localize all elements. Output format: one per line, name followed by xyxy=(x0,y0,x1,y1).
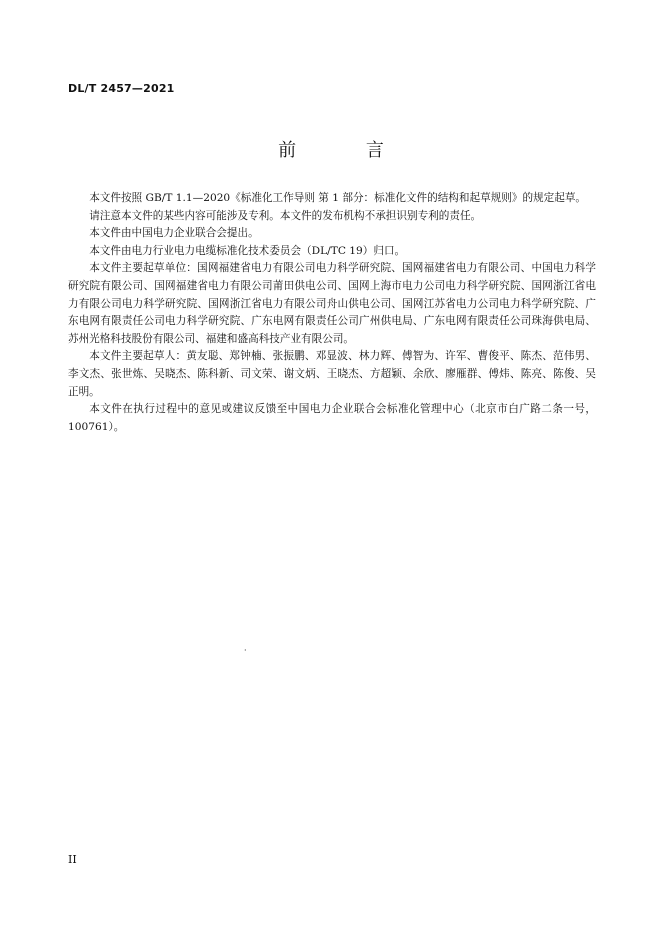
page-number: II xyxy=(68,853,77,866)
paragraph-drafters: 本文件主要起草人：黄友聪、郑钟楠、张振鹏、邓显波、林力辉、傅智为、许军、曹俊平、陈杰、范伟男、李文杰、张世炼、吴晓杰、陈科新、司文荣、谢文炳、王晓杰、方超颖、余欣、廖雁群、傅炜、陈亮、陈俊、吴正明。 xyxy=(68,350,596,398)
stray-mark: · xyxy=(244,646,247,655)
paragraph-drafting-units: 本文件主要起草单位：国网福建省电力有限公司电力科学研究院、国网福建省电力有限公司、中国电力科学研究院有限公司、国网福建省电力有限公司莆田供电公司、国网上海市电力公司电力科学研究院、国网浙江省电力有限公司电力科学研究院、国网浙江省电力有限公司舟山供电公司、国网江苏省电力公司电力科学研究院、广东电网有限责任公司电力科学研究院、广东电网有限责任公司广州供电局、广东电网有限责任公司珠海供电局、苏州光格科技股份有限公司、福建和盛高科技产业有限公司。 xyxy=(68,262,596,345)
paragraph-patent-notice: 请注意本文件的某些内容可能涉及专利。本文件的发布机构不承担识别专利的责任。 xyxy=(89,209,482,222)
standard-code: DL/T 2457—2021 xyxy=(68,82,175,95)
foreword-body xyxy=(68,190,596,436)
paragraph-drafting-rules: 本文件按照 GB/T 1.1—2020《标准化工作导则 第 1 部分：标准化文件的结构和起草规则》的规定起草。 xyxy=(89,192,587,204)
paragraph-committee: 本文件由电力行业电力电缆标准化技术委员会（DL/TC 19）归口。 xyxy=(89,244,406,257)
paragraph-proposer: 本文件由中国电力企业联合会提出。 xyxy=(89,227,259,240)
paragraph-feedback: 本文件在执行过程中的意见或建议反馈至中国电力企业联合会标准化管理中心（北京市白广路二条一号，100761）。 xyxy=(68,403,596,433)
page-title: 前 言 xyxy=(278,140,416,161)
